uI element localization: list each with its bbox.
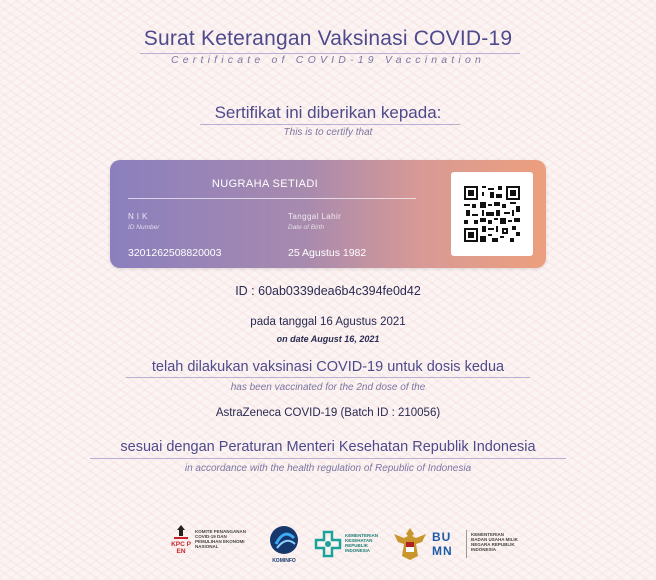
- garuda-logo: [392, 526, 428, 562]
- card-divider: [128, 198, 416, 199]
- dob-sublabel: Date of Birth: [288, 224, 325, 231]
- nik-sublabel: ID Number: [128, 224, 160, 231]
- nik-label: N I K: [128, 212, 148, 221]
- garuda-emblem-icon: [392, 526, 428, 562]
- kpcpen-text: KOMITE PENANGANAN COVID-19 DAN PEMULIHAN EKONOMI NASIONAL: [195, 529, 247, 549]
- bumn-mark: BUMN: [432, 530, 453, 558]
- dob-label: Tanggal Lahir: [288, 212, 342, 221]
- vaccine-name: AstraZeneca COVID-19 (Batch ID : 210056): [215, 407, 441, 419]
- bumn-divider: [466, 530, 467, 558]
- kominfo-logo: [265, 524, 303, 566]
- kpcpen-logo: [170, 524, 252, 564]
- certificate-subtitle: Certificate of COVID-19 Vaccination: [170, 54, 486, 66]
- dose-statement-en: has been vaccinated for the 2nd dose of the: [230, 382, 426, 393]
- kominfo-emblem-icon: [268, 524, 300, 556]
- kpcpen-mark: KPC PEN: [171, 541, 191, 555]
- certificate-title: Surat Keterangan Vaksinasi COVID-19: [143, 27, 513, 50]
- dose-underline: [126, 377, 530, 378]
- recipient-card: [110, 160, 546, 268]
- given-to-heading: Sertifikat ini diberikan kepada:: [214, 103, 442, 122]
- kemenkes-emblem-icon: [314, 530, 342, 558]
- bumn-text: KEMENTERIAN BADAN USAHA MILIK NEGARA REPUBLIK INDONESIA: [471, 532, 518, 552]
- nik-value: 3201262508820003: [128, 247, 222, 259]
- given-to-underline: [200, 124, 460, 125]
- recipient-name: NUGRAHA SETIADI: [211, 178, 319, 190]
- regulation-underline: [90, 458, 566, 459]
- given-to-heading-en: This is to certify that: [283, 127, 373, 138]
- regulation-statement: sesuai dengan Peraturan Menteri Kesehatan Republik Indonesia: [120, 439, 536, 455]
- certificate-id: ID : 60ab0339dea6b4c394fe0d42: [235, 284, 421, 298]
- kemenkes-text: KEMENTERIAN KESEHATAN REPUBLIK INDONESIA: [345, 533, 379, 553]
- qr-code: [451, 172, 533, 256]
- vaccination-date-en: on date August 16, 2021: [276, 334, 380, 344]
- vaccination-date: pada tanggal 16 Agustus 2021: [250, 316, 406, 328]
- bumn-logo: [432, 528, 522, 562]
- kemenkes-logo: [314, 528, 382, 562]
- dose-statement: telah dilakukan vaksinasi COVID-19 untuk dosis kedua: [151, 359, 505, 375]
- regulation-statement-en: in accordance with the health regulation of Republic of Indonesia: [184, 463, 472, 474]
- kominfo-text: KOMINFO: [272, 558, 296, 564]
- dob-value: 25 Agustus 1982: [288, 247, 367, 259]
